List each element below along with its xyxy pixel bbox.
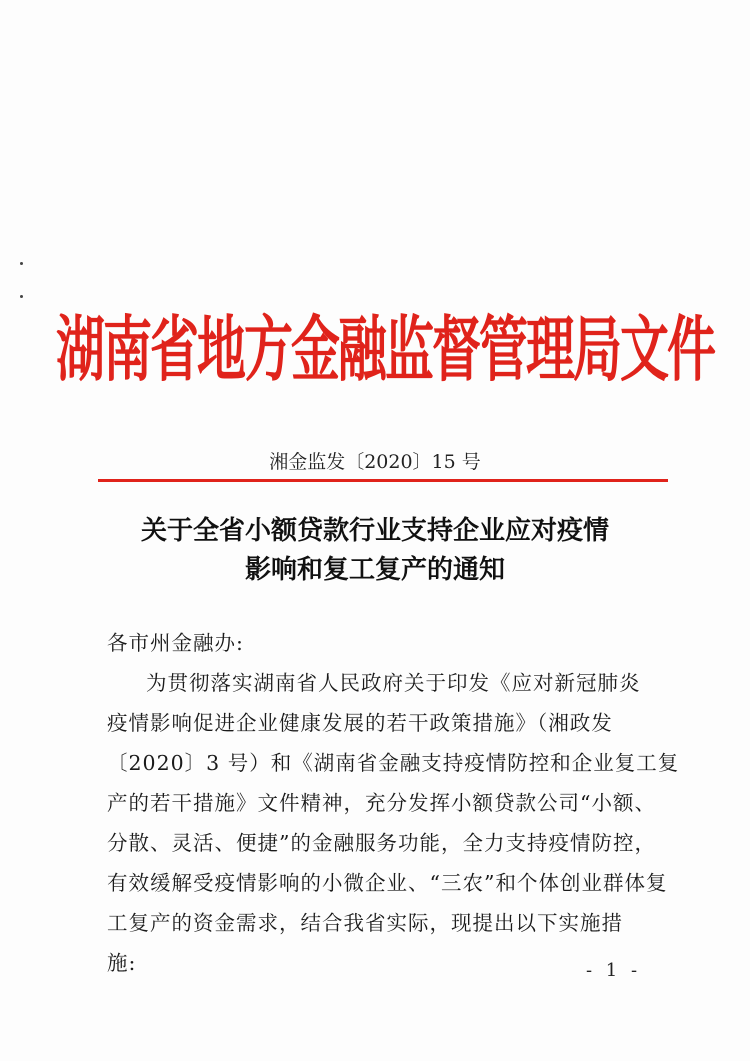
body-line: 为贯彻落实湖南省人民政府关于印发《应对新冠肺炎 bbox=[146, 671, 641, 695]
issuing-authority-header: 湖南省地方金融监督管理局文件 bbox=[56, 308, 715, 392]
scan-speck bbox=[20, 262, 23, 265]
body-line: 工复产的资金需求，结合我省实际，现提出以下实施措 bbox=[107, 911, 623, 935]
salutation: 各市州金融办: bbox=[107, 631, 244, 655]
notice-title-line-1: 关于全省小额贷款行业支持企业应对疫情 bbox=[140, 516, 609, 546]
page-number: - 1 - bbox=[586, 960, 642, 981]
scan-speck bbox=[20, 295, 23, 298]
body-line: 产的若干措施》文件精神，充分发挥小额贷款公司“小额、 bbox=[107, 791, 656, 815]
body-line: 疫情影响促进企业健康发展的若干政策措施》（湘政发 bbox=[107, 711, 613, 735]
document-number: 湘金监发〔2020〕15 号 bbox=[269, 451, 481, 473]
body-line: 分散、灵活、便捷”的金融服务功能，全力支持疫情防控， bbox=[107, 831, 656, 855]
notice-title-line-2: 影响和复工复产的通知 bbox=[244, 555, 505, 585]
red-divider-line bbox=[98, 479, 668, 482]
body-line: 〔2020〕3 号）和《湖南省金融支持疫情防控和企业复工复 bbox=[107, 751, 680, 775]
body-line: 有效缓解受疫情影响的小微企业、“三农”和个体创业群体复 bbox=[107, 871, 668, 895]
body-line: 施: bbox=[107, 951, 137, 975]
